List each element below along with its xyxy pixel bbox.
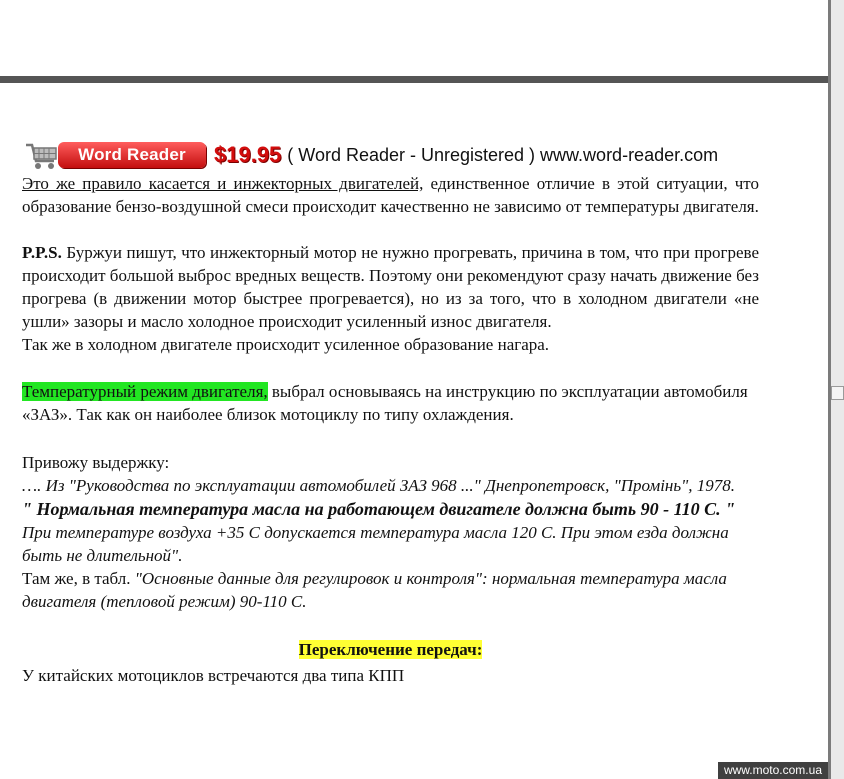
quote-intro: Привожу выдержку: — [22, 453, 170, 472]
word-reader-banner — [24, 138, 759, 172]
shopping-cart-icon — [24, 139, 60, 171]
page-divider — [0, 76, 828, 83]
quote-table: Там же, в табл. "Основные данные для регулировок и контроля": нормальная температура масла двигателя (тепловой режим) 90-110 С. — [22, 569, 727, 611]
paragraph-injector — [22, 172, 759, 218]
top-blank-area — [0, 0, 828, 76]
paragraph-carbon: Так же в холодном двигателе происходит усиленное образование нагара. — [22, 335, 550, 354]
document-body — [22, 138, 759, 687]
quote-source: …. Из "Руководства по эксплуатации автомобилей ЗАЗ 968 ..." Днепропетровск, "Промінь", 1978. — [22, 476, 735, 495]
paragraph-text: выбрал основываясь на инструкцию по эксплуатации автомобиля «ЗАЗ». Так как он наиболее близок мотоциклу по типу охлаждения. — [22, 382, 748, 424]
section-heading: Переключение передач: — [298, 640, 483, 659]
word-reader-logo: Word Reader — [58, 142, 206, 168]
highlighted-phrase: Температурный режим двигателя, — [22, 382, 268, 401]
paragraph-pps — [22, 241, 759, 333]
paragraph-text: Буржуи пишут, что инжекторный мотор не нужно прогревать, причина в том, что при прогреве происходит большой выброс вредных веществ. Поэтому они рекомендуют сразу начать движение без прогрева (в движении мотор быстрее прогревается), но из за того, что в холодном двигатели «не ушли» зазоры и масло холодное происходит усиленный износ двигателя. — [22, 243, 759, 331]
quote-italic: При температуре воздуха +35 С допускается температура масла 120 С. При этом езда должна быть не длительной". — [22, 523, 729, 565]
underlined-phrase: Это же правило касается и инжекторных двигателей, — [22, 174, 424, 193]
quote-bold: " Нормальная температура масла на работающем двигателе должна быть 90 - 110 С. " — [22, 499, 736, 519]
paragraph-temperature — [22, 380, 759, 426]
pps-label: P.P.S. — [22, 243, 62, 262]
paragraph-gearbox: У китайских мотоциклов встречаются два типа КПП — [22, 666, 405, 685]
scrollbar-thumb[interactable] — [831, 386, 844, 400]
site-watermark: www.moto.com.ua — [718, 762, 828, 779]
banner-text: ( Word Reader - Unregistered ) www.word-reader.com — [287, 144, 719, 165]
price-label: $19.95 — [214, 142, 282, 167]
paragraph-text: единственное отличие в этой ситуации, что образование бензо-воздушной смеси происходит качественно не зависимо от температуры двигателя. — [22, 174, 759, 216]
